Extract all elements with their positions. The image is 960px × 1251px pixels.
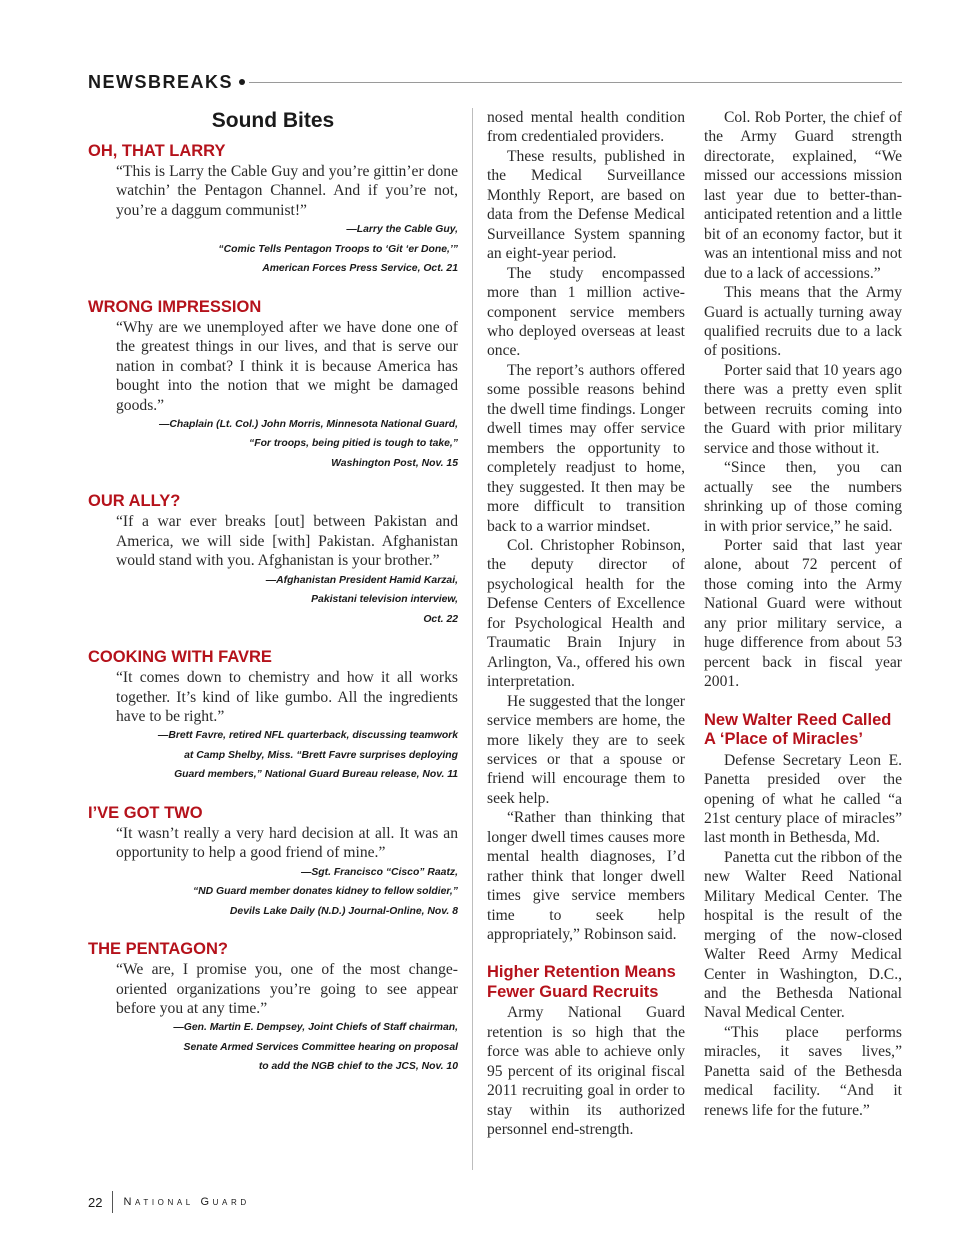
body-paragraph: Panetta cut the ribbon of the new Walter Reed National Military Medical Center. The hospital is the result of the merging of the now-closed Walter Reed Army Medical Center in Washington, D.C., and the Bethesda National Naval Medical Center. [704, 848, 902, 1022]
body-paragraph: “This place performs miracles, it saves lives,” Panetta said of the Bethesda medical facility. “And it renews life for the future.” [704, 1023, 902, 1119]
page-footer [88, 1190, 250, 1214]
body-paragraph: Col. Christopher Robinson, the deputy director of psychological health for the Defense Centers of Excellence for Psychological Health and Traumatic Brain Injury in Arlington, Va., offered his own interpretation. [487, 536, 685, 691]
attribution-line: to add the NGB chief to the JCS, Nov. 10 [258, 1061, 458, 1073]
sound-bite [88, 648, 458, 785]
footer-rule [112, 1191, 113, 1213]
section-label: NEWSBREAKS [88, 71, 234, 92]
sound-bite-heading: OH, THAT LARRY [88, 142, 226, 160]
attribution-line: Pakistani television interview, [311, 594, 458, 606]
sound-bites-title: Sound Bites [211, 109, 335, 132]
attribution-line: —Brett Favre, retired NFL quarterback, discussing teamwork [157, 730, 458, 742]
article-column-2 [487, 108, 685, 1140]
attribution-line: “Comic Tells Pentagon Troops to ‘Git ‘er Done,’” [218, 243, 458, 255]
attribution-line: “For troops, being pitied is tough to take,” [249, 438, 458, 450]
sound-bite-heading: OUR ALLY? [88, 492, 181, 511]
attribution-line: —Sgt. Francisco “Cisco” Raatz, [300, 866, 458, 878]
sound-bite [88, 142, 458, 279]
sound-bite-attribution [88, 415, 458, 473]
attribution-line: Washington Post, Nov. 15 [331, 457, 458, 469]
sound-bite-quote: “We are, I promise you, one of the most change-oriented organizations you’re going to see appear before you at any time.” [116, 961, 458, 1017]
body-paragraph: He suggested that the longer service members are home, the more likely they are to seek services or that a spouse or friend will encourage them to seek help. [487, 692, 685, 807]
body-paragraph: Defense Secretary Leon E. Panetta presided over the opening of what he called “a 21st century place of miracles” last month in Bethesda, Md. [704, 751, 902, 847]
body-paragraph: “Rather than thinking that longer dwell times causes more mental health diagnoses, I’d rather think that longer dwell times give service members time to seek help appropriately,” Robinson said. [487, 809, 685, 944]
article-column-3 [704, 108, 902, 1120]
sound-bite-quote: “It wasn’t really a very hard decision at all. It was an opportunity to help a good friend of mine.” [116, 824, 458, 862]
body-paragraph: “Since then, you can actually see the numbers shrinking up of those coming in with prior service,” he said. [704, 459, 902, 535]
attribution-line: —Gen. Martin E. Dempsey, Joint Chiefs of Staff chairman, [173, 1022, 458, 1034]
sound-bite-heading: COOKING WITH FAVRE [88, 648, 272, 667]
body-paragraph: Col. Rob Porter, the chief of the Army Guard strength directorate, explained, “We missed our accessions mission last year due to better-than-anticipated retention and a little bit of an economy factor, but it was an intentional miss and not due to a lack of accessions.” [704, 109, 902, 282]
sound-bite [88, 940, 458, 1077]
page-number: 22 [88, 1194, 103, 1210]
sound-bite-attribution [88, 1018, 458, 1076]
sound-bite-heading: I’VE GOT TWO [88, 803, 203, 822]
sound-bite-attribution [88, 571, 458, 629]
body-paragraph: These results, published in the Medical Surveillance Monthly Report, are based on data from the Defense Medical Surveillance System spanning an eight-year period. [487, 147, 685, 263]
body-paragraph: This means that the Army Guard is actually turning away qualified recruits due to a lack of positions. [704, 284, 902, 360]
sound-bite-attribution [88, 726, 458, 784]
attribution-line: —Larry the Cable Guy, [346, 224, 458, 236]
body-paragraph: Porter said that last year alone, about 72 percent of those coming into the Army National Guard were without any prior military service, a huge difference from about 53 percent back in fiscal year 2001. [704, 536, 902, 691]
attribution-line: “ND Guard member donates kidney to fellow soldier,” [192, 886, 458, 898]
attribution-line: Senate Armed Services Committee hearing on proposal [183, 1041, 458, 1053]
sound-bite-quote: “If a war ever breaks [out] between Pakistan and America, we will side [with] Pakistan. Afghanistan would stand with you. Afghanistan is your brother.” [116, 513, 458, 570]
sound-bites-column [88, 108, 458, 1096]
body-paragraph: Porter said that 10 years ago there was a pretty even split between recruits coming into the Guard with prior military service and those without it. [704, 361, 902, 457]
attribution-line: Oct. 22 [423, 613, 458, 625]
attribution-line: —Chaplain (Lt. Col.) John Morris, Minnesota National Guard, [158, 418, 458, 430]
header-rule [249, 82, 902, 83]
attribution-line: —Afghanistan President Hamid Karzai, [265, 574, 458, 586]
publication-name: National Guard [123, 1196, 250, 1208]
body-paragraph: The study encompassed more than 1 million active-component service members who deployed overseas at least once. [487, 264, 685, 360]
body-paragraph: nosed mental health condition from credentialed providers. [487, 109, 685, 146]
bullet-dot-icon [239, 79, 245, 85]
sound-bite-attribution [88, 220, 458, 278]
sound-bite [88, 492, 458, 629]
sound-bite-quote: “It comes down to chemistry and how it all works together. It’s kind of like gumbo. All the ingredients have to be right.” [116, 669, 458, 725]
attribution-line: at Camp Shelby, Miss. “Brett Favre surprises deploying [184, 749, 458, 761]
article-heading: New Walter Reed Called A ‘Place of Miracles’ [704, 710, 892, 749]
body-paragraph: The report’s authors offered some possible reasons behind the dwell time findings. Longer dwell times may offer service members the opportunity to completely readjust to home, they suggested. It then may be more difficult to transition back to a warrior mindset. [487, 361, 685, 535]
sound-bite-quote: “Why are we unemployed after we have done one of the greatest things in our lives, and that is serve our nation in combat? I think it is because America has bought into the notion that we might be damaged goods.” [116, 318, 458, 414]
article-heading: Higher Retention Means Fewer Guard Recruits [487, 963, 676, 1001]
attribution-line: American Forces Press Service, Oct. 21 [262, 263, 458, 275]
sound-bite-attribution [88, 863, 458, 921]
attribution-line: Guard members,” National Guard Bureau release, Nov. 11 [174, 769, 458, 781]
section-header [88, 70, 902, 94]
column-rule [472, 108, 473, 1170]
sound-bite-heading: THE PENTAGON? [88, 940, 228, 959]
sound-bite [88, 804, 458, 921]
sound-bite-quote: “This is Larry the Cable Guy and you’re gittin’er done watchin’ the Pentagon Channel. And if you’re not, you’re a daggum communist!” [116, 163, 458, 219]
sound-bite-heading: WRONG IMPRESSION [88, 297, 262, 316]
attribution-line: Devils Lake Daily (N.D.) Journal-Online, Nov. 8 [229, 905, 458, 917]
sound-bite [88, 298, 458, 474]
body-paragraph: Army National Guard retention is so high that the force was able to achieve only 95 percent of its original fiscal 2011 recruiting goal in order to stay within its authorized personnel end-strength. [487, 1004, 685, 1139]
